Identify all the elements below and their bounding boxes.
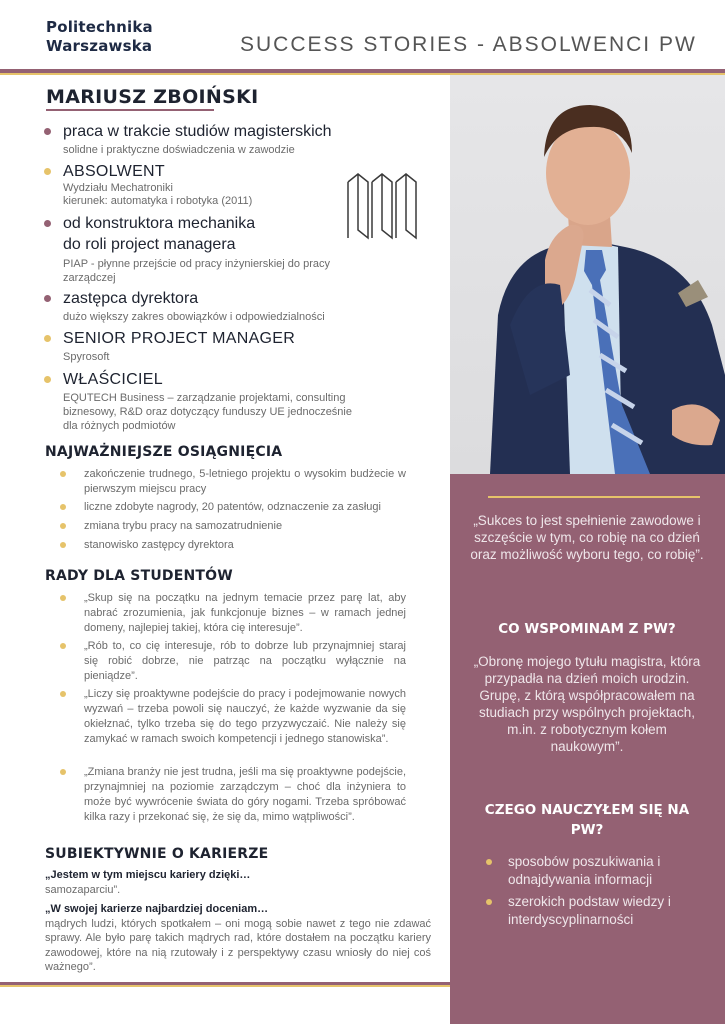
list-item — [486, 853, 706, 893]
timeline-sub: dla różnych podmiotów — [63, 420, 176, 432]
sidebar-divider — [488, 496, 700, 498]
timeline-sub: solidne i praktyczne doświadczenia w zawodzie — [63, 144, 295, 156]
list-item-text: zmiana trybu pracy na samozatrudnienie — [84, 520, 283, 532]
timeline-item — [44, 214, 414, 289]
remember-text: „Obronę mojego tytułu magistra, która przypadła na dzień moich urodzin. Grupę, z którą współpracowałem na studiach przy wspólnych projektach, m.in. z robotycznym kołem naukowym”. — [473, 654, 701, 754]
list-item — [60, 639, 406, 687]
success-quote: „Sukces to jest spełnienie zawodowe i szczęście w tym, co robię na co dzień oraz możliwość wyboru tego, co robię”. — [470, 513, 704, 562]
timeline-sub: Wydziału Mechatroniki — [63, 182, 173, 194]
timeline-title: od konstruktora mechanika — [63, 215, 256, 232]
portrait-photo — [450, 75, 725, 474]
timeline-dot — [44, 335, 51, 342]
subjective-heading: SUBIEKTYWNIE O KARIERZE — [45, 846, 269, 862]
person-name: MARIUSZ ZBOIŃSKI — [46, 86, 259, 108]
university-logo — [46, 18, 153, 56]
timeline-item — [44, 289, 414, 327]
advice-heading: RADY DLA STUDENTÓW — [45, 568, 233, 584]
logo-line-2: Warszawska — [46, 37, 153, 55]
list-item-text: „Liczy się proaktywne podejście do pracy i podejmowanie nowych wyzwań – trzeba powoli się nauczyć, że każde wyzwanie da się okiełznać, tylko trzeba się do tego przyzwyczaić. Nie należy się zamykać w ramach swoich kompetencji i jednego stanowiska”. — [84, 688, 406, 745]
learned-list — [486, 853, 706, 933]
bullet-dot — [60, 471, 66, 477]
footer-divider-gold — [0, 985, 450, 987]
list-item — [60, 687, 406, 765]
list-item — [60, 591, 406, 639]
advice-list — [60, 591, 406, 841]
achievements-list — [60, 467, 406, 557]
timeline-item — [44, 370, 414, 436]
timeline-sub: Spyrosoft — [63, 351, 110, 363]
bullet-dot — [486, 859, 492, 865]
list-item — [486, 893, 706, 933]
remember-heading: CO WSPOMINAM Z PW? — [498, 621, 676, 637]
timeline-title: praca w trakcie studiów magisterskich — [63, 123, 332, 140]
bullet-dot — [60, 504, 66, 510]
list-item-text: szerokich podstaw wiedzy i interdyscyplinarności — [508, 894, 671, 927]
bullet-dot — [60, 595, 66, 601]
question-1: „Jestem w tym miejscu kariery dzięki… — [45, 869, 251, 881]
answer-2: mądrych ludzi, których spotkałem – oni mogą sobie nawet z tego nie zdawać sprawy. Ale było parę takich mądrych rad, które dostałem na początku kariery zawodowej, które na nią rzutowały i z perspektywy czasu wniosły do niej coś ważnego”. — [45, 917, 431, 973]
bullet-dot — [60, 769, 66, 775]
timeline-dot — [44, 220, 51, 227]
timeline-title-line2: do roli project managera — [63, 236, 236, 253]
list-item-text: sposobów poszukiwania i odnajdywania informacji — [508, 854, 661, 887]
timeline-title: WŁAŚCICIEL — [63, 371, 163, 388]
timeline-item — [44, 122, 414, 157]
timeline-dot — [44, 168, 51, 175]
list-item-text: „Skup się na początku na jednym temacie przez parę lat, aby nabrać zrozumienia, jak funkcjonuje biznes – w ramach jednej domeny, najlepiej takiej, która cię interesuje”. — [84, 592, 406, 634]
timeline-sub: EQUTECH Business – zarządzanie projektami, consulting — [63, 392, 346, 404]
list-item — [60, 538, 406, 557]
timeline-dot — [44, 376, 51, 383]
timeline-sub: biznesowy, R&D oraz dotyczący funduszy UE jednocześnie — [63, 406, 352, 418]
logo-line-1: Politechnika — [46, 18, 153, 36]
bullet-dot — [60, 691, 66, 697]
bullet-dot — [486, 899, 492, 905]
answer-1: samozaparciu”. — [45, 883, 121, 896]
list-item — [60, 467, 406, 500]
learned-heading: CZEGO NAUCZYŁEM SIĘ NA PW? — [484, 802, 690, 838]
timeline-title: ABSOLWENT — [63, 163, 165, 180]
list-item — [60, 519, 406, 538]
timeline-dot — [44, 295, 51, 302]
timeline-dot — [44, 128, 51, 135]
timeline-sub: dużo większy zakres obowiązków i odpowiedzialności — [63, 311, 325, 323]
list-item-text: „Rób to, co cię interesuje, rób to dobrze lub przynajmniej staraj się robić dobrze, nie patrząc na początku wyłącznie na pieniądze”. — [84, 640, 406, 682]
timeline-item — [44, 329, 414, 367]
timeline-title: zastępca dyrektora — [63, 290, 199, 307]
name-underline — [46, 109, 214, 111]
list-item — [60, 765, 406, 841]
timeline-sub: kierunek: automatyka i robotyka (2011) — [63, 195, 253, 207]
list-item-text: stanowisko zastępcy dyrektora — [84, 539, 234, 551]
subjective-text — [45, 868, 431, 975]
portrait-illustration — [450, 75, 725, 474]
bullet-dot — [60, 542, 66, 548]
list-item — [60, 500, 406, 519]
page-header-title: SUCCESS STORIES - ABSOLWENCI PW — [240, 33, 697, 56]
achievements-heading: NAJWAŻNIEJSZE OSIĄGNIĘCIA — [45, 444, 283, 460]
bullet-dot — [60, 643, 66, 649]
timeline-sub: PIAP - płynne przejście od pracy inżynierskiej do pracy — [63, 258, 330, 270]
list-item-text: „Zmiana branży nie jest trudna, jeśli ma się proaktywne podejście, przynajmniej na poziomie zarządczym – choć dla inżyniera to może być wywrócenie świata do góry nogami. Trzeba spróbować kilka razy i przekonać się, że się da, mimo wątpliwości”. — [84, 766, 406, 823]
question-2: „W swojej karierze najbardziej doceniam… — [45, 903, 269, 915]
timeline-sub: zarządczej — [63, 272, 116, 284]
list-item-text: zakończenie trudnego, 5-letniego projektu o wysokim budżecie w pierwszym miejscu pracy — [84, 468, 406, 495]
list-item-text: liczne zdobyte nagrody, 20 patentów, odznaczenie za zasługi — [84, 501, 381, 513]
bullet-dot — [60, 523, 66, 529]
timeline-title: SENIOR PROJECT MANAGER — [63, 330, 296, 347]
